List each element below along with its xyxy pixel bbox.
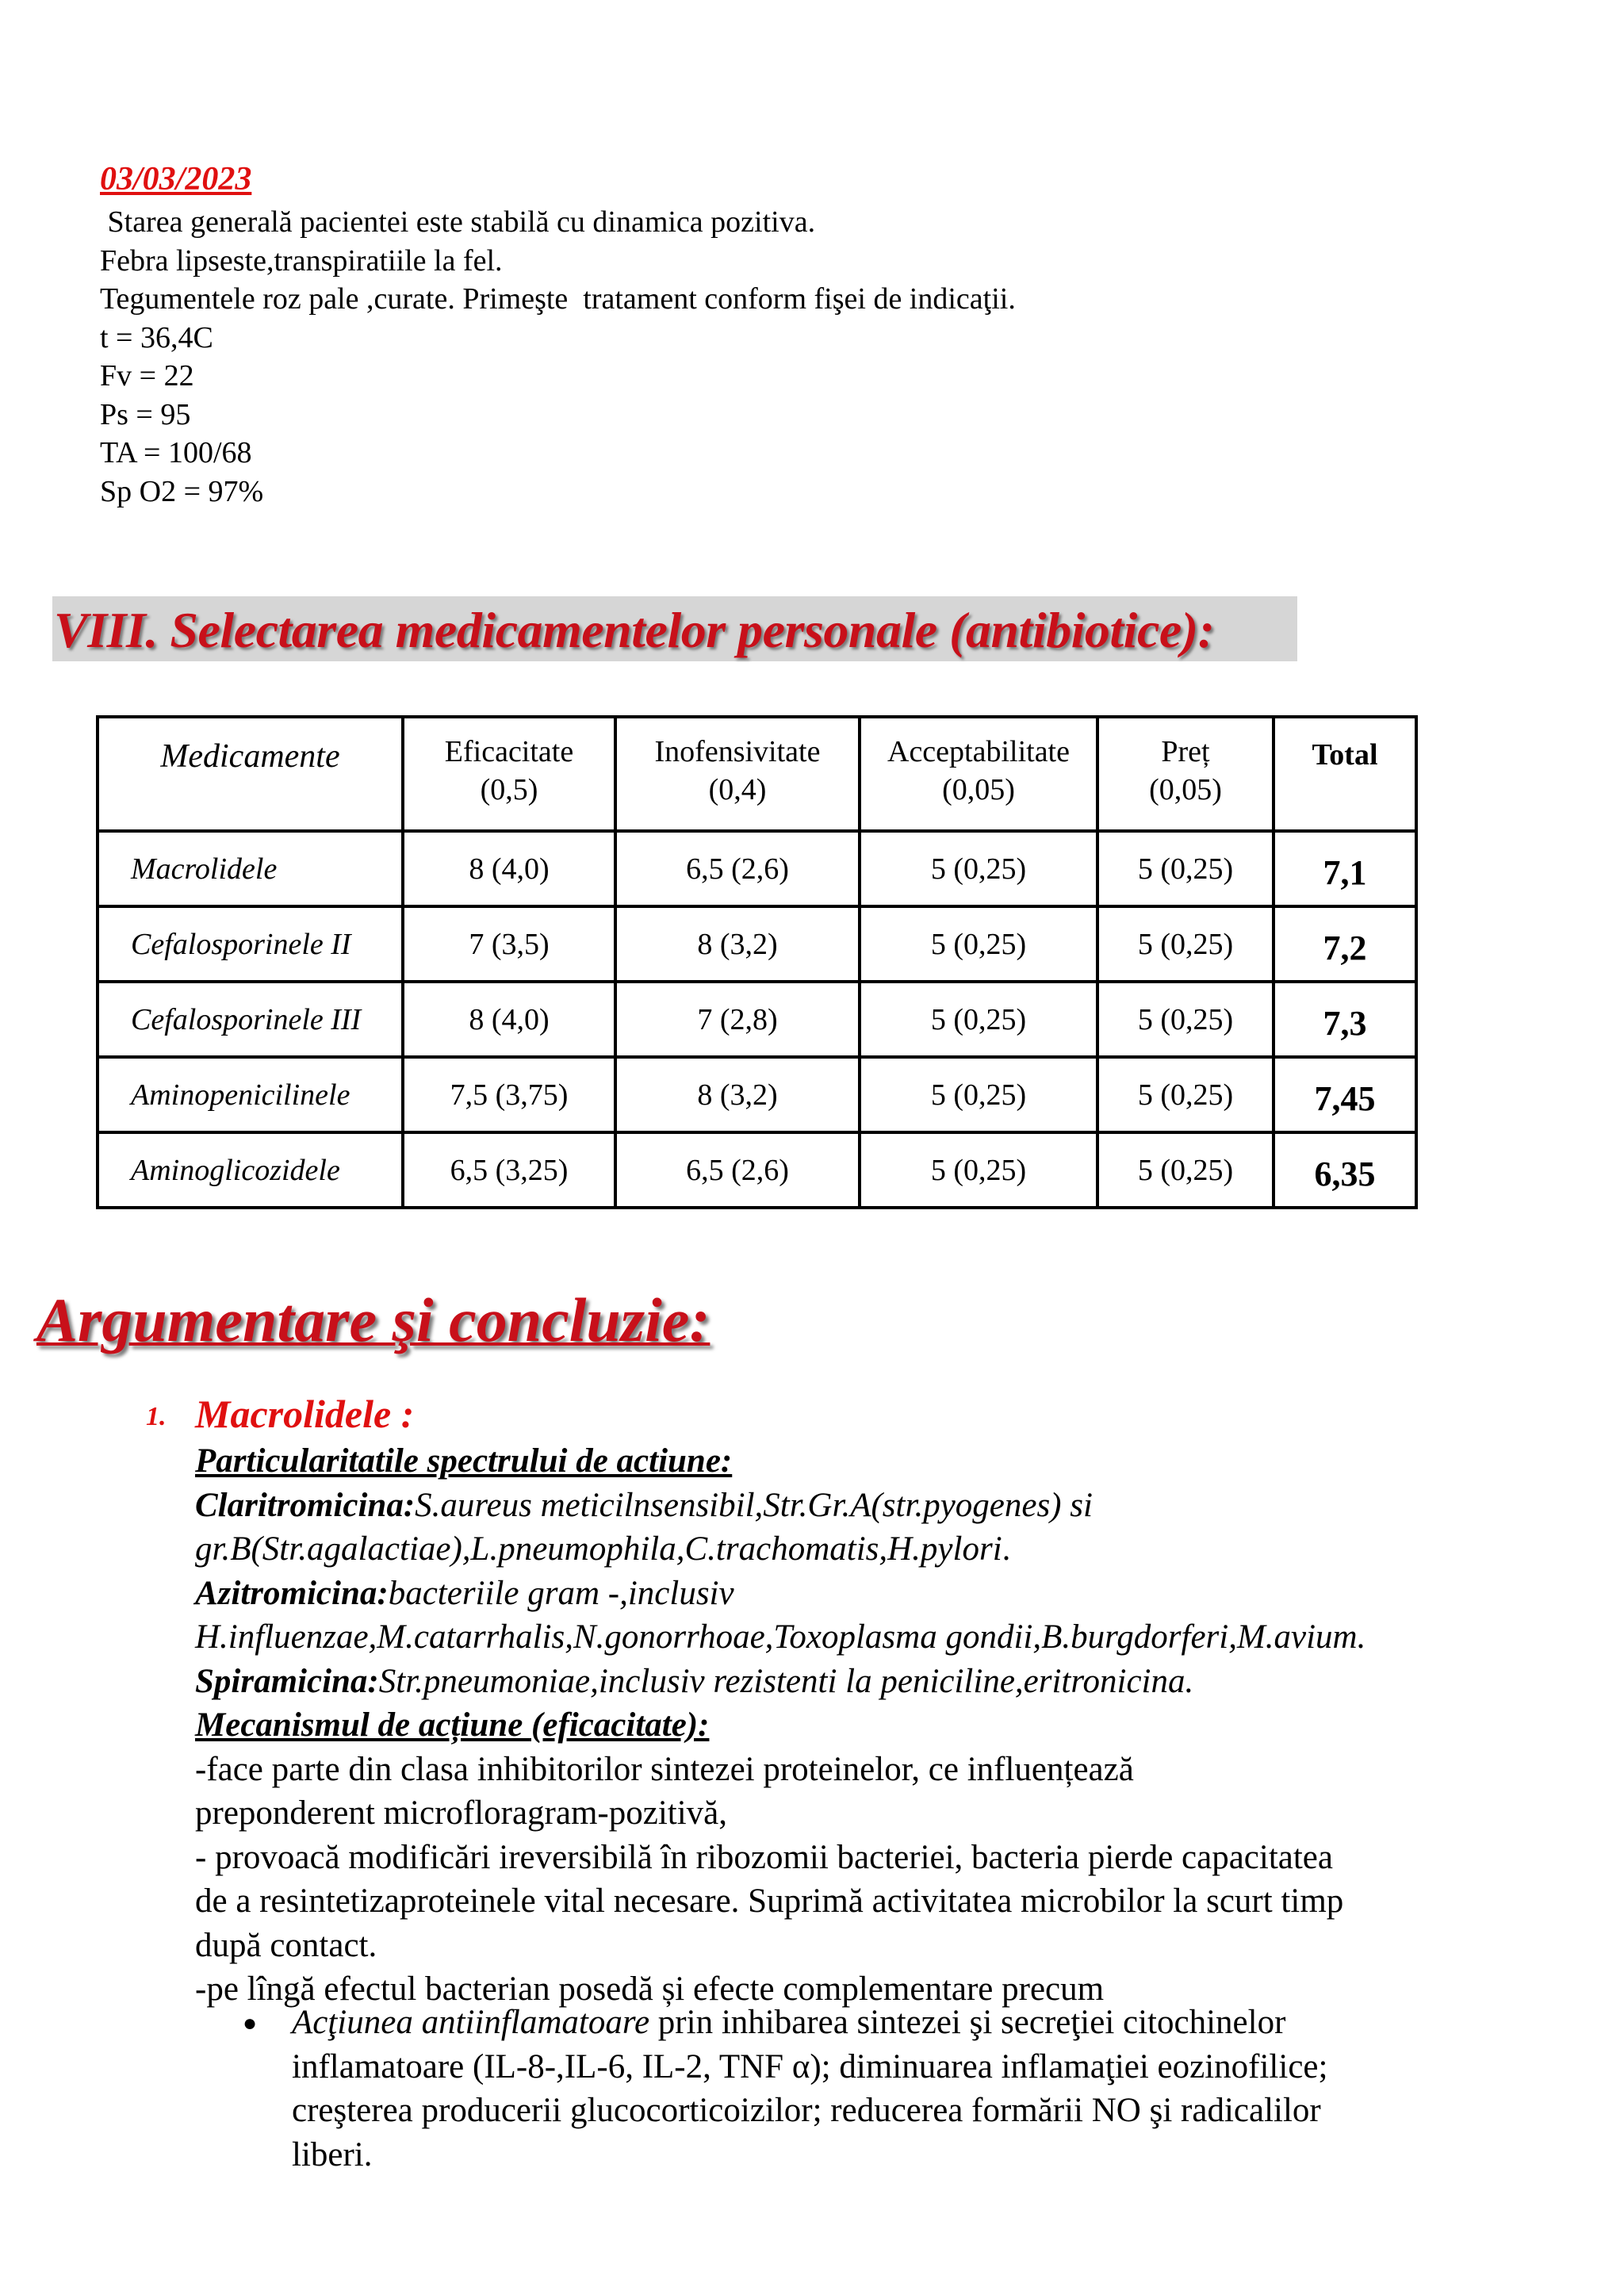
- vital-respiratory-rate: Fv = 22: [100, 359, 194, 393]
- mechanism-heading: Mecanismul de acțiune (eficacitate):: [195, 1706, 710, 1744]
- bullet-line: liberi.: [292, 2135, 373, 2173]
- cell-acceptabilitate: 5 (0,25): [860, 1057, 1097, 1132]
- cell-pret: 5 (0,25): [1097, 1132, 1274, 1208]
- cell-acceptabilitate: 5 (0,25): [860, 831, 1097, 906]
- bullet-dot-icon: ●: [243, 2010, 258, 2036]
- vital-temperature: t = 36,4C: [100, 320, 213, 354]
- table-row: [98, 906, 1416, 982]
- clinical-notes: [100, 203, 1016, 511]
- table-row: [98, 831, 1416, 906]
- cell-pret: 5 (0,25): [1097, 906, 1274, 982]
- cell-total: 7,2: [1274, 906, 1416, 982]
- note-line: Tegumentele roz pale ,curate. Primeşte tratament conform fişei de indicaţii.: [100, 282, 1016, 316]
- drug-name: Aminopenicilinele: [98, 1057, 403, 1132]
- bullet-item: [292, 2001, 1327, 2177]
- cell-eficacitate: 7 (3,5): [403, 906, 615, 982]
- cell-pret: 5 (0,25): [1097, 982, 1274, 1057]
- section-8-heading-band: [52, 596, 1297, 661]
- cell-total: 7,45: [1274, 1057, 1416, 1132]
- header-medicamente: Medicamente: [98, 717, 403, 831]
- list-number: 1.: [146, 1402, 167, 1431]
- drug-name: Aminoglicozidele: [98, 1132, 403, 1208]
- cell-inofensivitate: 8 (3,2): [615, 906, 860, 982]
- drug-name: Cefalosporinele II: [98, 906, 403, 982]
- cell-eficacitate: 8 (4,0): [403, 982, 615, 1057]
- header-pret: Preț (0,05): [1097, 717, 1274, 831]
- mechanism-line: - provoacă modificări ireversibilă în ribozomii bacteriei, bacteria pierde capacitatea: [195, 1838, 1333, 1876]
- cell-acceptabilitate: 5 (0,25): [860, 906, 1097, 982]
- mechanism-line: -pe lîngă efectul bacterian posedă și efecte complementare precum: [195, 1970, 1105, 2008]
- mechanism-line: -face parte din clasa inhibitorilor sintezei proteinelor, ce influențează: [195, 1750, 1134, 1788]
- header-inofensivitate: Inofensivitate (0,4): [615, 717, 860, 831]
- mechanism-line: de a resintetizaproteinele vital necesare. Suprimă activitatea microbilor la scurt timp: [195, 1882, 1344, 1920]
- cell-total: 6,35: [1274, 1132, 1416, 1208]
- table-row: [98, 1132, 1416, 1208]
- cell-total: 7,3: [1274, 982, 1416, 1057]
- cell-eficacitate: 8 (4,0): [403, 831, 615, 906]
- vital-oxygen-saturation: Sp O2 = 97%: [100, 474, 264, 508]
- header-acceptabilitate: Acceptabilitate (0,05): [860, 717, 1097, 831]
- table-header-row: [98, 717, 1416, 831]
- cell-eficacitate: 7,5 (3,75): [403, 1057, 615, 1132]
- drug-name: Macrolidele: [98, 831, 403, 906]
- mechanism-line: după contact.: [195, 1926, 377, 1964]
- bullet-line: inflamatoare (IL-8-,IL-6, IL-2, TNF α); diminuarea inflamaţiei eozinofilice;: [292, 2047, 1328, 2085]
- cell-pret: 5 (0,25): [1097, 831, 1274, 906]
- cell-acceptabilitate: 5 (0,25): [860, 1132, 1097, 1208]
- claritromicina-line: Claritromicina:S.aureus meticilnsensibil,Str.Gr.A(str.pyogenes) si: [195, 1486, 1093, 1524]
- entry-date: 03/03/2023: [100, 161, 252, 197]
- table-row: [98, 1057, 1416, 1132]
- item-title: Macrolidele :: [195, 1392, 415, 1436]
- cell-inofensivitate: 6,5 (2,6): [615, 831, 860, 906]
- conclusion-title: Argumentare şi concluzie:: [36, 1285, 710, 1354]
- spiramicina-line: Spiramicina:Str.pneumoniae,inclusiv rezistenti la peniciline,eritronicina.: [195, 1662, 1194, 1700]
- spectrum-heading: Particularitatile spectrului de actiune:: [195, 1442, 733, 1480]
- mechanism-line: preponderent microfloragram-pozitivă,: [195, 1794, 727, 1832]
- header-total: Total: [1274, 717, 1416, 831]
- vital-blood-pressure: TA = 100/68: [100, 436, 252, 469]
- cell-pret: 5 (0,25): [1097, 1057, 1274, 1132]
- item-body: [195, 1439, 1607, 2012]
- azitromicina-line: Azitromicina:bacteriile gram -,inclusiv: [195, 1574, 734, 1612]
- drug-selection-table: [96, 715, 1418, 1209]
- azitromicina-line-2: H.influenzae,M.catarrhalis,N.gonorrhoae,Toxoplasma gondii,B.burgdorferi,M.avium.: [195, 1618, 1366, 1656]
- note-line: Starea generală pacientei este stabilă cu dinamica pozitiva.: [100, 205, 816, 239]
- cell-total: 7,1: [1274, 831, 1416, 906]
- cell-eficacitate: 6,5 (3,25): [403, 1132, 615, 1208]
- bullet-line: creşterea producerii glucocorticoizilor; reducerea formării NO şi radicalilor: [292, 2092, 1321, 2129]
- table-row: [98, 982, 1416, 1057]
- bullet-line: Acţiunea antiinflamatoare prin inhibarea sintezei şi secreţiei citochinelor: [292, 2004, 1286, 2041]
- cell-inofensivitate: 7 (2,8): [615, 982, 860, 1057]
- cell-inofensivitate: 8 (3,2): [615, 1057, 860, 1132]
- claritromicina-line-2: gr.B(Str.agalactiae),L.pneumophila,C.trachomatis,H.pylori.: [195, 1530, 1011, 1568]
- vital-pulse: Ps = 95: [100, 397, 191, 431]
- cell-acceptabilitate: 5 (0,25): [860, 982, 1097, 1057]
- cell-inofensivitate: 6,5 (2,6): [615, 1132, 860, 1208]
- note-line: Febra lipseste,transpiratiile la fel.: [100, 243, 503, 278]
- header-eficacitate: Eficacitate (0,5): [403, 717, 615, 831]
- section-8-title: VIII. Selectarea medicamentelor personale (antibiotice):: [54, 602, 1215, 658]
- drug-name: Cefalosporinele III: [98, 982, 403, 1057]
